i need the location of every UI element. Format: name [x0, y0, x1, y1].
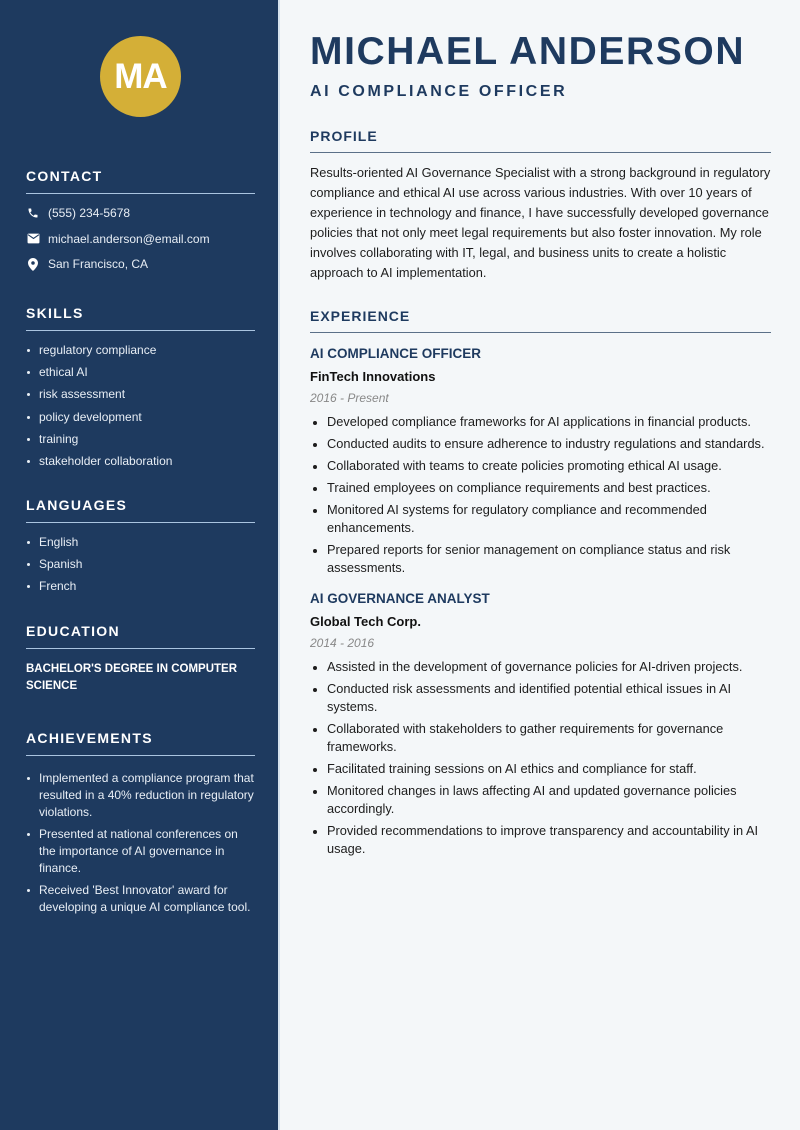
skill-item: stakeholder collaboration	[26, 454, 255, 469]
candidate-title: AI COMPLIANCE OFFICER	[310, 83, 568, 100]
skill-item: ethical AI	[26, 365, 255, 380]
job-bullets	[310, 658, 771, 858]
experience-section	[310, 308, 771, 862]
job-bullet: Collaborated with teams to create policies promoting ethical AI usage.	[310, 457, 771, 475]
candidate-name: MICHAEL ANDERSON	[310, 30, 746, 73]
sidebar	[0, 0, 280, 1130]
job-entry	[310, 346, 771, 577]
job-dates: 2016 - Present	[310, 391, 389, 405]
contact-email	[26, 232, 255, 246]
skill-item: risk assessment	[26, 387, 255, 402]
contact-section	[26, 168, 255, 283]
skill-item: training	[26, 432, 255, 447]
job-bullet: Trained employees on compliance requirements and best practices.	[310, 479, 771, 497]
language-item: English	[26, 535, 255, 550]
avatar-initials: MA	[114, 56, 167, 96]
phone-text: (555) 234-5678	[48, 206, 131, 220]
job-bullet: Developed compliance frameworks for AI applications in financial products.	[310, 413, 771, 431]
profile-heading: PROFILE	[310, 128, 771, 153]
job-bullet: Facilitated training sessions on AI ethics and compliance for staff.	[310, 760, 771, 778]
language-item: French	[26, 579, 255, 594]
job-company: Global Tech Corp.	[310, 614, 421, 629]
job-bullet: Provided recommendations to improve transparency and accountability in AI usage.	[310, 822, 771, 858]
job-bullets	[310, 413, 771, 577]
experience-heading: EXPERIENCE	[310, 308, 771, 333]
contact-location	[26, 257, 255, 271]
skill-item: policy development	[26, 410, 255, 425]
skill-item: regulatory compliance	[26, 343, 255, 358]
phone-icon	[26, 206, 40, 220]
job-bullet: Collaborated with stakeholders to gather requirements for governance frameworks.	[310, 720, 771, 756]
job-bullet: Monitored AI systems for regulatory compliance and recommended enhancements.	[310, 501, 771, 537]
education-degree: BACHELOR'S DEGREE IN COMPUTER SCIENCE	[26, 663, 238, 692]
email-text: michael.anderson@email.com	[48, 231, 210, 246]
languages-heading: LANGUAGES	[26, 497, 255, 523]
job-bullet: Prepared reports for senior management on compliance status and risk assessments.	[310, 541, 771, 577]
location-pin-icon	[26, 257, 40, 271]
job-dates: 2014 - 2016	[310, 636, 375, 650]
achievements-heading: ACHIEVEMENTS	[26, 730, 255, 756]
avatar	[100, 36, 181, 117]
job-title: AI COMPLIANCE OFFICER	[310, 346, 481, 361]
languages-section	[26, 497, 255, 602]
education-heading: EDUCATION	[26, 623, 255, 649]
achievement-item: Presented at national conferences on the importance of AI governance in finance.	[26, 826, 255, 877]
achievements-list	[26, 770, 255, 916]
job-entry	[310, 591, 771, 858]
job-bullet: Conducted risk assessments and identified potential ethical issues in AI systems.	[310, 680, 771, 716]
achievement-item: Implemented a compliance program that resulted in a 40% reduction in regulatory violations.	[26, 770, 255, 821]
email-icon	[26, 232, 40, 246]
job-bullet: Assisted in the development of governance policies for AI-driven projects.	[310, 658, 771, 676]
profile-text: Results-oriented AI Governance Specialist with a strong background in regulatory compliance and ethical AI use across various industries. With over 10 years of experience in technology and finance, I have successfully developed governance policies that not only meet legal requirements but also foster innovation. My role involves collaborating with IT, legal, and business units to create a holistic approach to AI implementation.	[310, 165, 771, 280]
job-bullet: Monitored changes in laws affecting AI and updated governance policies accordingly.	[310, 782, 771, 818]
job-bullet: Conducted audits to ensure adherence to industry regulations and standards.	[310, 435, 771, 453]
profile-section	[310, 128, 771, 283]
contact-heading: CONTACT	[26, 168, 255, 194]
job-company: FinTech Innovations	[310, 369, 436, 384]
skills-list	[26, 343, 255, 469]
contact-phone	[26, 206, 255, 220]
skills-heading: SKILLS	[26, 305, 255, 331]
education-section	[26, 623, 255, 695]
language-item: Spanish	[26, 557, 255, 572]
skills-section	[26, 305, 255, 476]
job-title: AI GOVERNANCE ANALYST	[310, 591, 490, 606]
achievement-item: Received 'Best Innovator' award for developing a unique AI compliance tool.	[26, 882, 255, 916]
languages-list	[26, 535, 255, 594]
achievements-section	[26, 730, 255, 921]
location-text: San Francisco, CA	[48, 257, 149, 271]
